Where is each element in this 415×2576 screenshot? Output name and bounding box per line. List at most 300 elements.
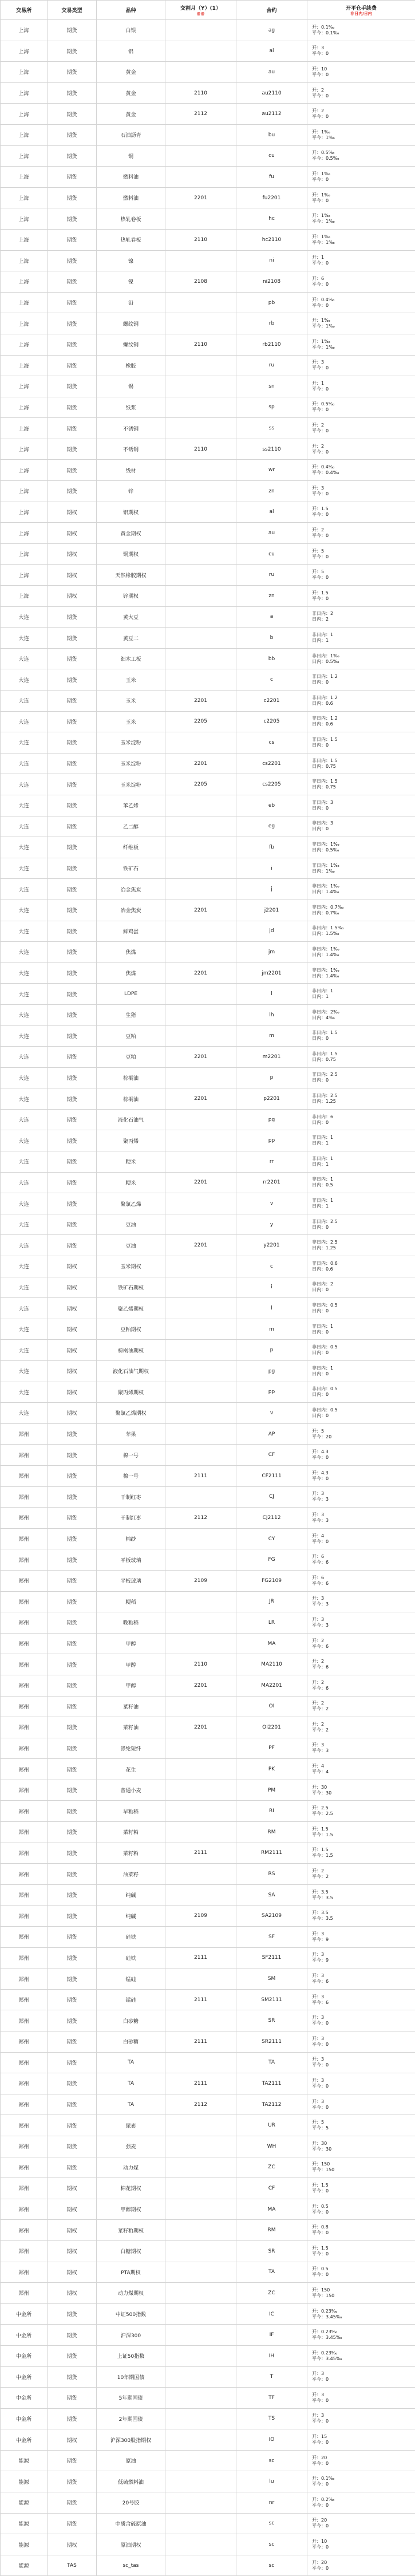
cell-exchange: 郑州	[1, 2052, 48, 2073]
table-row	[1, 313, 415, 334]
fee-line: 平今：6	[312, 1664, 414, 1670]
table-row	[1, 2199, 415, 2220]
cell-product: 油菜籽	[97, 1864, 165, 1885]
table-row	[1, 2178, 415, 2199]
table-row	[1, 2345, 415, 2366]
cell-exchange: 中金所	[1, 2366, 48, 2388]
cell-contract-code: eb	[236, 795, 307, 816]
cell-contract-month	[165, 460, 236, 481]
fee-line: 平今：0	[312, 2398, 414, 2404]
fee-line: 开：3.5	[312, 1889, 414, 1895]
cell-contract-month	[165, 606, 236, 628]
cell-exchange: 上海	[1, 62, 48, 83]
cell-fee	[307, 2199, 415, 2220]
cell-exchange: 能源	[1, 2450, 48, 2471]
cell-product: 玉米期权	[97, 1256, 165, 1277]
table-row	[1, 2303, 415, 2325]
table-row	[1, 648, 415, 669]
fee-line: 开：3	[312, 2078, 414, 2084]
table-row	[1, 1088, 415, 1110]
cell-contract-month	[165, 1801, 236, 1822]
cell-contract-month	[165, 921, 236, 942]
fee-line: 开：15	[312, 2434, 414, 2440]
cell-contract-code: eg	[236, 816, 307, 837]
fee-line: 日内：0.5‰	[312, 659, 414, 665]
table-row	[1, 1130, 415, 1151]
cell-exchange: 上海	[1, 145, 48, 167]
cell-exchange: 郑州	[1, 1864, 48, 1885]
fee-line: 开：1‰	[312, 129, 414, 135]
cell-category: 期权	[48, 2283, 97, 2304]
fee-line: 平今：1‰	[312, 135, 414, 141]
cell-product: 菜籽粕	[97, 1843, 165, 1864]
fee-line: 平今：6	[312, 2000, 414, 2006]
cell-contract-code: jd	[236, 921, 307, 942]
cell-contract-month	[165, 648, 236, 669]
cell-product: 石油沥青	[97, 124, 165, 145]
cell-contract-month	[165, 2283, 236, 2304]
table-row	[1, 1235, 415, 1256]
fee-line: 开：5	[312, 1429, 414, 1434]
table-row	[1, 1277, 415, 1298]
cell-fee	[307, 2136, 415, 2157]
cell-category: 期货	[48, 1508, 97, 1529]
cell-exchange: 中金所	[1, 2429, 48, 2451]
fee-line: 平今：3	[312, 1748, 414, 1754]
cell-exchange: 上海	[1, 20, 48, 41]
cell-exchange: 郑州	[1, 2240, 48, 2262]
table-row	[1, 2010, 415, 2031]
cell-fee	[307, 942, 415, 963]
fee-line: 非日内：0.5	[312, 1407, 414, 1413]
fee-line: 平今：6	[312, 1581, 414, 1587]
table-row	[1, 1528, 415, 1549]
cell-category: 期货	[48, 1109, 97, 1130]
fee-line: 平今：0.4‰	[312, 470, 414, 476]
cell-exchange: 郑州	[1, 2136, 48, 2157]
cell-product: 苯乙烯	[97, 795, 165, 816]
fee-line: 开：1.5	[312, 590, 414, 596]
table-row	[1, 104, 415, 125]
fee-line: 平今：0	[312, 93, 414, 99]
table-row	[1, 145, 415, 167]
cell-contract-code: fu2201	[236, 187, 307, 208]
table-row	[1, 397, 415, 418]
cell-exchange: 大连	[1, 1109, 48, 1130]
table-row	[1, 1989, 415, 2010]
cell-category: 期货	[48, 292, 97, 313]
cell-contract-code: PF	[236, 1738, 307, 1759]
cell-product: 纤维板	[97, 837, 165, 858]
cell-contract-code: au2110	[236, 82, 307, 104]
cell-category: 期货	[48, 1801, 97, 1822]
fee-line: 日内：1	[312, 1162, 414, 1167]
cell-category: 期货	[48, 1947, 97, 1969]
cell-contract-month	[165, 1864, 236, 1885]
cell-contract-code: zn	[236, 481, 307, 502]
table-row	[1, 1025, 415, 1047]
cell-contract-code: AP	[236, 1423, 307, 1445]
table-row	[1, 921, 415, 942]
cell-product: 豆油	[97, 1235, 165, 1256]
cell-exchange: 大连	[1, 962, 48, 984]
cell-category: 期货	[48, 41, 97, 62]
cell-fee	[307, 1989, 415, 2010]
cell-category: 期货	[48, 669, 97, 691]
cell-fee	[307, 2220, 415, 2241]
table-row	[1, 1298, 415, 1319]
table-row	[1, 1969, 415, 1990]
fee-line: 日内：0	[312, 1120, 414, 1126]
table-row	[1, 271, 415, 293]
table-row	[1, 229, 415, 250]
fee-line: 开：3	[312, 45, 414, 51]
fee-line: 开：1.5	[312, 506, 414, 512]
cell-category: 期货	[48, 1884, 97, 1906]
fee-line: 非日内：0.5	[312, 1344, 414, 1350]
cell-contract-code: c2201	[236, 691, 307, 712]
cell-contract-code: sn	[236, 376, 307, 397]
table-row	[1, 1675, 415, 1696]
fee-line: 非日内：2.5	[312, 1219, 414, 1225]
cell-fee	[307, 2325, 415, 2346]
fee-line: 平今：0	[312, 1476, 414, 1482]
cell-contract-month: 2110	[165, 1654, 236, 1675]
cell-product: 乙二醇	[97, 816, 165, 837]
table-row	[1, 795, 415, 816]
table-row	[1, 2429, 415, 2451]
cell-product: 涤纶短纤	[97, 1738, 165, 1759]
cell-product: 螺纹钢	[97, 334, 165, 355]
cell-exchange: 上海	[1, 229, 48, 250]
cell-contract-code: al	[236, 502, 307, 523]
cell-contract-month	[165, 1004, 236, 1025]
fee-line: 开：0.4‰	[312, 464, 414, 470]
cell-fee	[307, 1633, 415, 1654]
cell-fee	[307, 1465, 415, 1486]
cell-fee	[307, 962, 415, 984]
cell-product: TA	[97, 2052, 165, 2073]
cell-contract-month: 2201	[165, 1717, 236, 1738]
cell-contract-month	[165, 2429, 236, 2451]
fee-line: 非日内：3	[312, 820, 414, 826]
cell-exchange: 大连	[1, 984, 48, 1005]
fee-line: 开：2	[312, 1659, 414, 1664]
cell-fee	[307, 292, 415, 313]
fee-line: 开：1‰	[312, 192, 414, 198]
cell-contract-code: c	[236, 1256, 307, 1277]
cell-category: 期货	[48, 879, 97, 900]
cell-fee	[307, 2178, 415, 2199]
cell-contract-code: MA2201	[236, 1675, 307, 1696]
cell-fee	[307, 229, 415, 250]
fee-line: 平今：0.5‰	[312, 156, 414, 161]
cell-contract-code: SA2109	[236, 1906, 307, 1927]
cell-contract-month	[165, 2303, 236, 2325]
cell-contract-month	[165, 2052, 236, 2073]
cell-fee	[307, 1759, 415, 1780]
cell-contract-month	[165, 1927, 236, 1948]
cell-category: 期货	[48, 1004, 97, 1025]
table-row	[1, 1004, 415, 1025]
cell-product: 白糖期权	[97, 2240, 165, 2262]
cell-contract-month: 2110	[165, 82, 236, 104]
cell-category: 期权	[48, 502, 97, 523]
cell-contract-month	[165, 2178, 236, 2199]
cell-contract-code: fu	[236, 167, 307, 188]
cell-category: 期货	[48, 628, 97, 649]
cell-category: 期货	[48, 1717, 97, 1738]
fee-line: 平今：0	[312, 2377, 414, 2382]
cell-contract-code: ni2108	[236, 271, 307, 293]
table-row	[1, 2115, 415, 2136]
fee-line: 非日内：0.6	[312, 1261, 414, 1267]
cell-product: 锌期权	[97, 586, 165, 607]
table-row	[1, 2031, 415, 2053]
cell-fee	[307, 774, 415, 795]
cell-product: 豆油	[97, 1214, 165, 1235]
cell-product: 燃料油	[97, 187, 165, 208]
cell-contract-month	[165, 2471, 236, 2492]
table-row	[1, 691, 415, 712]
cell-contract-code: hc	[236, 208, 307, 230]
cell-contract-month	[165, 523, 236, 544]
fee-line: 日内：0	[312, 1036, 414, 1042]
cell-contract-month: 2201	[165, 900, 236, 921]
cell-contract-code: bb	[236, 648, 307, 669]
cell-exchange: 郑州	[1, 1654, 48, 1675]
fee-line: 开：3	[312, 2057, 414, 2062]
fee-line: 开：6	[312, 276, 414, 282]
fee-line: 开：0.2‰	[312, 2497, 414, 2503]
cell-contract-month	[165, 795, 236, 816]
cell-contract-code: MA2110	[236, 1654, 307, 1675]
cell-fee	[307, 439, 415, 460]
cell-product: 天然橡胶期权	[97, 565, 165, 586]
cell-contract-month: 2109	[165, 1906, 236, 1927]
fee-line: 开：150	[312, 2161, 414, 2167]
cell-category: 期权	[48, 2262, 97, 2283]
fee-line: 日内：0	[312, 680, 414, 685]
fee-line: 平今：0	[312, 2503, 414, 2508]
cell-category: 期货	[48, 481, 97, 502]
cell-exchange: 郑州	[1, 1570, 48, 1591]
cell-contract-code: OI	[236, 1696, 307, 1717]
cell-product: 镍	[97, 250, 165, 271]
cell-exchange: 上海	[1, 250, 48, 271]
cell-exchange: 上海	[1, 418, 48, 439]
cell-category: 期货	[48, 2408, 97, 2429]
cell-exchange: 上海	[1, 208, 48, 230]
cell-contract-month	[165, 2157, 236, 2178]
cell-fee	[307, 397, 415, 418]
cell-product: 平板玻璃	[97, 1549, 165, 1571]
cell-contract-month: 2201	[165, 1172, 236, 1193]
cell-product: 棕榈油期权	[97, 1340, 165, 1361]
cell-exchange: 大连	[1, 606, 48, 628]
fee-line: 开：3	[312, 360, 414, 365]
cell-product: 棉花期权	[97, 2178, 165, 2199]
cell-fee	[307, 586, 415, 607]
table-row	[1, 606, 415, 628]
cell-fee	[307, 1047, 415, 1068]
cell-contract-code: rr	[236, 1151, 307, 1173]
fee-line: 开：3	[312, 1931, 414, 1937]
table-row	[1, 376, 415, 397]
cell-product: 黄大豆	[97, 606, 165, 628]
cell-fee	[307, 1801, 415, 1822]
cell-category: 期权	[48, 543, 97, 565]
cell-fee	[307, 1528, 415, 1549]
table-row	[1, 711, 415, 732]
cell-category: 期货	[48, 187, 97, 208]
cell-product: 豆粕	[97, 1025, 165, 1047]
cell-exchange: 郑州	[1, 1486, 48, 1508]
cell-exchange: 上海	[1, 523, 48, 544]
cell-fee	[307, 984, 415, 1005]
cell-product: 尿素	[97, 2115, 165, 2136]
fee-line: 非日内：1.5	[312, 737, 414, 743]
cell-fee	[307, 2388, 415, 2409]
fee-line: 开：1.5	[312, 2183, 414, 2188]
cell-contract-month: 2201	[165, 1235, 236, 1256]
fee-line: 平今：6	[312, 1979, 414, 1985]
cell-fee	[307, 1906, 415, 1927]
fee-line: 开：3	[312, 2015, 414, 2021]
cell-category: 期权	[48, 1256, 97, 1277]
cell-contract-month: 2110	[165, 439, 236, 460]
cell-product: 菜籽粕期权	[97, 2220, 165, 2241]
cell-category: 期权	[48, 2429, 97, 2451]
cell-product: 棉纱	[97, 1528, 165, 1549]
fee-line: 开：3	[312, 2036, 414, 2042]
cell-product: 聚乙烯期权	[97, 1298, 165, 1319]
cell-fee	[307, 418, 415, 439]
cell-exchange: 郑州	[1, 1549, 48, 1571]
cell-category: 期货	[48, 2325, 97, 2346]
cell-fee	[307, 648, 415, 669]
cell-fee	[307, 543, 415, 565]
header-fee	[307, 1, 415, 20]
cell-contract-month	[165, 2262, 236, 2283]
cell-contract-month	[165, 250, 236, 271]
cell-contract-code: sp	[236, 397, 307, 418]
fee-line: 开：5	[312, 549, 414, 554]
cell-category: 期权	[48, 1382, 97, 1403]
cell-category: 期权	[48, 2178, 97, 2199]
cell-product: 鲜鸡蛋	[97, 921, 165, 942]
cell-contract-code: ss2110	[236, 439, 307, 460]
cell-fee	[307, 1780, 415, 1801]
cell-contract-month: 2205	[165, 774, 236, 795]
cell-product: 液化石油气	[97, 1109, 165, 1130]
fee-line: 平今：0	[312, 2461, 414, 2467]
cell-product: 热轧卷板	[97, 229, 165, 250]
table-row	[1, 523, 415, 544]
cell-exchange: 大连	[1, 1361, 48, 1382]
cell-product: 原油	[97, 2450, 165, 2471]
cell-contract-code: UR	[236, 2115, 307, 2136]
fee-line: 开：4.3	[312, 1449, 414, 1455]
cell-product: 菜籽油	[97, 1696, 165, 1717]
cell-contract-code: SM2111	[236, 1989, 307, 2010]
cell-contract-month	[165, 1256, 236, 1277]
fee-line: 平今：0	[312, 2251, 414, 2257]
cell-product: 菜籽油	[97, 1717, 165, 1738]
fee-line: 开：30	[312, 1785, 414, 1790]
cell-contract-code: pb	[236, 292, 307, 313]
table-row	[1, 858, 415, 879]
cell-product: 玉米	[97, 691, 165, 712]
fee-line: 开：2.5	[312, 1805, 414, 1811]
cell-contract-month	[165, 2534, 236, 2555]
fee-line: 日内：0	[312, 1413, 414, 1419]
fee-line: 开：2	[312, 1722, 414, 1727]
table-row	[1, 1759, 415, 1780]
cell-fee	[307, 858, 415, 879]
fee-line: 日内：1.5‰	[312, 931, 414, 937]
cell-fee	[307, 460, 415, 481]
cell-fee	[307, 1067, 415, 1088]
fee-line: 开：2	[312, 444, 414, 449]
table-row	[1, 2555, 415, 2576]
table-row	[1, 586, 415, 607]
cell-product: 动力煤	[97, 2157, 165, 2178]
table-row	[1, 2136, 415, 2157]
cell-contract-month	[165, 1738, 236, 1759]
cell-product: 白银	[97, 20, 165, 41]
fee-line: 开：0.1‰	[312, 2476, 414, 2482]
cell-product: 冶金焦炭	[97, 900, 165, 921]
cell-product: 聚氯乙烯期权	[97, 1403, 165, 1424]
fee-line: 日内：0.75	[312, 764, 414, 770]
cell-contract-code: pp	[236, 1130, 307, 1151]
cell-contract-month	[165, 2345, 236, 2366]
table-row	[1, 942, 415, 963]
cell-category: 期权	[48, 586, 97, 607]
cell-exchange: 郑州	[1, 1822, 48, 1843]
cell-category: 期货	[48, 2010, 97, 2031]
cell-contract-code: au	[236, 523, 307, 544]
cell-exchange: 大连	[1, 1319, 48, 1340]
cell-category: 期货	[48, 460, 97, 481]
cell-category: 期货	[48, 732, 97, 754]
cell-contract-code: c2205	[236, 711, 307, 732]
cell-exchange: 郑州	[1, 1969, 48, 1990]
fee-line: 平今：0	[312, 2419, 414, 2424]
cell-exchange: 大连	[1, 1193, 48, 1214]
cell-category: 期货	[48, 1423, 97, 1445]
fee-line: 开：4	[312, 1533, 414, 1539]
table-row	[1, 2073, 415, 2094]
cell-contract-code: ni	[236, 250, 307, 271]
cell-contract-code: rb	[236, 313, 307, 334]
cell-exchange: 郑州	[1, 1759, 48, 1780]
table-row	[1, 62, 415, 83]
cell-contract-code: fb	[236, 837, 307, 858]
fee-line: 日内：1	[312, 638, 414, 644]
cell-product: 黄豆二	[97, 628, 165, 649]
cell-category: 期货	[48, 2388, 97, 2409]
cell-category: 期权	[48, 2220, 97, 2241]
cell-category: 期货	[48, 942, 97, 963]
cell-category: 期货	[48, 1780, 97, 1801]
table-row	[1, 753, 415, 774]
cell-fee	[307, 1130, 415, 1151]
fee-line: 平今：6	[312, 1560, 414, 1565]
cell-contract-code: ZC	[236, 2283, 307, 2304]
cell-contract-code: hc2110	[236, 229, 307, 250]
